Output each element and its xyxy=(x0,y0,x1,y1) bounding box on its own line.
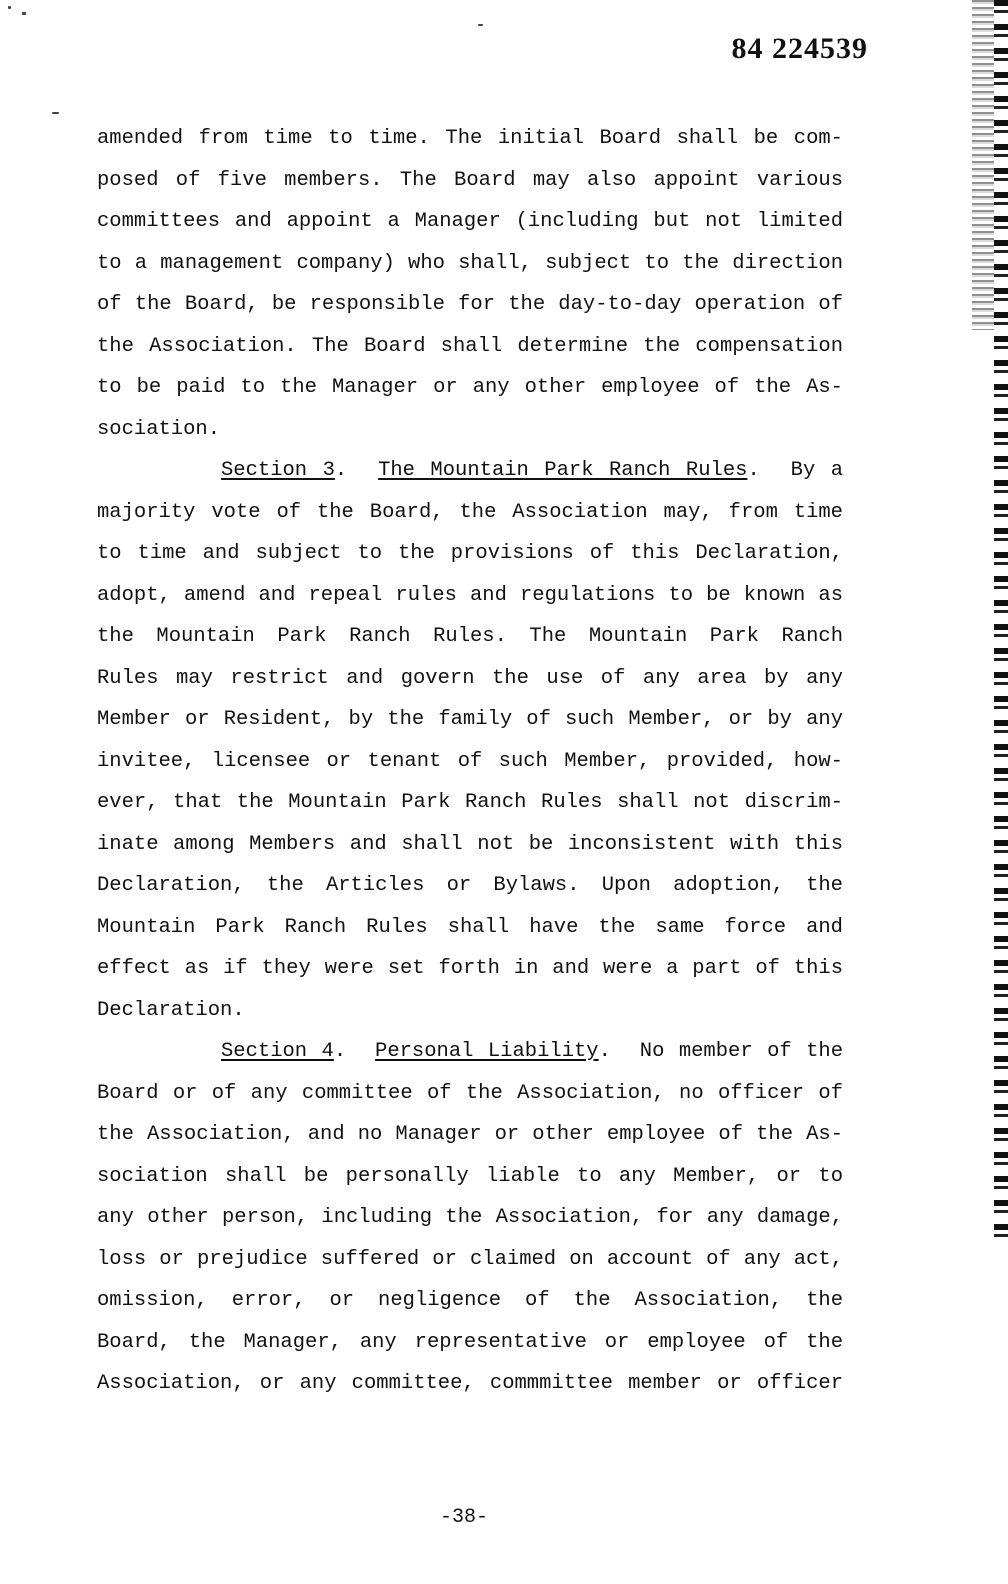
paragraph-line: effect as if they were set forth in and were a part of this xyxy=(97,957,843,980)
paragraph-line: sociation. xyxy=(97,417,221,441)
section-4-first-line-rest: No member of the xyxy=(639,1040,844,1063)
paragraph-line: posed of five members. The Board may also appoint various xyxy=(97,168,843,192)
paragraph-line: Member or Resident, by the family of such Member, or by any xyxy=(97,708,843,731)
scan-speck xyxy=(8,6,11,9)
paragraph-line: Declaration, the Articles or Bylaws. Upon adoption, the xyxy=(97,874,843,897)
page-number: -38- xyxy=(439,1506,488,1529)
paragraph-line: sociation shall be personally liable to any Member, or to xyxy=(97,1164,843,1188)
section-4 xyxy=(97,1031,843,1405)
paragraph-line: Mountain Park Ranch Rules shall have the same force and xyxy=(97,915,843,939)
section-heading-line: Section 4. Personal Liability. No member of the xyxy=(221,1040,844,1063)
paragraph-line: loss or prejudice suffered or claimed on account of any act, xyxy=(97,1247,843,1271)
paragraph-line: omission, error, or negligence of the Association, the xyxy=(97,1289,843,1312)
scan-edge-marks xyxy=(994,0,1008,1240)
paragraph-line: to be paid to the Manager or any other employee of the As- xyxy=(97,376,843,399)
section-3-label: Section 3 xyxy=(221,459,335,482)
paragraph-line: amended from time to time. The initial Board shall be com- xyxy=(97,127,843,150)
paragraph-line: any other person, including the Association, for any damage, xyxy=(97,1206,843,1229)
paragraph-line: invitee, licensee or tenant of such Member, provided, how- xyxy=(97,749,843,773)
paragraph-1 xyxy=(97,118,843,450)
paragraph-line: Association, or any committee, commmittee member or officer xyxy=(97,1372,843,1395)
paragraph-line: ever, that the Mountain Park Ranch Rules shall not discrim- xyxy=(97,791,843,814)
section-4-title: Personal Liability xyxy=(375,1040,599,1063)
scan-speck xyxy=(52,112,59,114)
paragraph-line: to a management company) who shall, subject to the direction xyxy=(97,251,843,275)
paragraph-line: the Association, and no Manager or other employee of the As- xyxy=(97,1123,843,1146)
section-4-label: Section 4 xyxy=(221,1040,334,1063)
section-3-title: The Mountain Park Ranch Rules xyxy=(378,459,748,482)
paragraph-line: the Association. The Board shall determine the compensation xyxy=(97,334,843,358)
scan-speck xyxy=(22,12,26,15)
paragraph-line: the Mountain Park Ranch Rules. The Mountain Park Ranch xyxy=(97,625,843,648)
paragraph-line: to time and subject to the provisions of this Declaration, xyxy=(97,542,843,565)
paragraph-line: committees and appoint a Manager (including but not limited xyxy=(97,210,843,233)
document-body xyxy=(97,118,843,1405)
paragraph-line: adopt, amend and repeal rules and regulations to be known as xyxy=(97,583,843,607)
paragraph-line: Board, the Manager, any representative or employee of the xyxy=(97,1330,843,1354)
paragraph-line: Board or of any committee of the Association, no officer of xyxy=(97,1081,843,1105)
scan-speck xyxy=(478,24,483,26)
section-3 xyxy=(97,450,843,1031)
paragraph-line: majority vote of the Board, the Association may, from time xyxy=(97,500,843,524)
paragraph-line: Declaration. xyxy=(97,998,245,1022)
paragraph-line: inate among Members and shall not be inconsistent with this xyxy=(97,832,843,856)
document-number-stamp: 84 224539 xyxy=(731,32,868,65)
section-heading-line: Section 3. The Mountain Park Ranch Rules. By a xyxy=(221,459,843,482)
section-3-first-line-rest: By a xyxy=(790,459,843,482)
paragraph-line: Rules may restrict and govern the use of any area by any xyxy=(97,666,843,690)
paragraph-line: of the Board, be responsible for the day-to-day operation of xyxy=(97,293,843,316)
